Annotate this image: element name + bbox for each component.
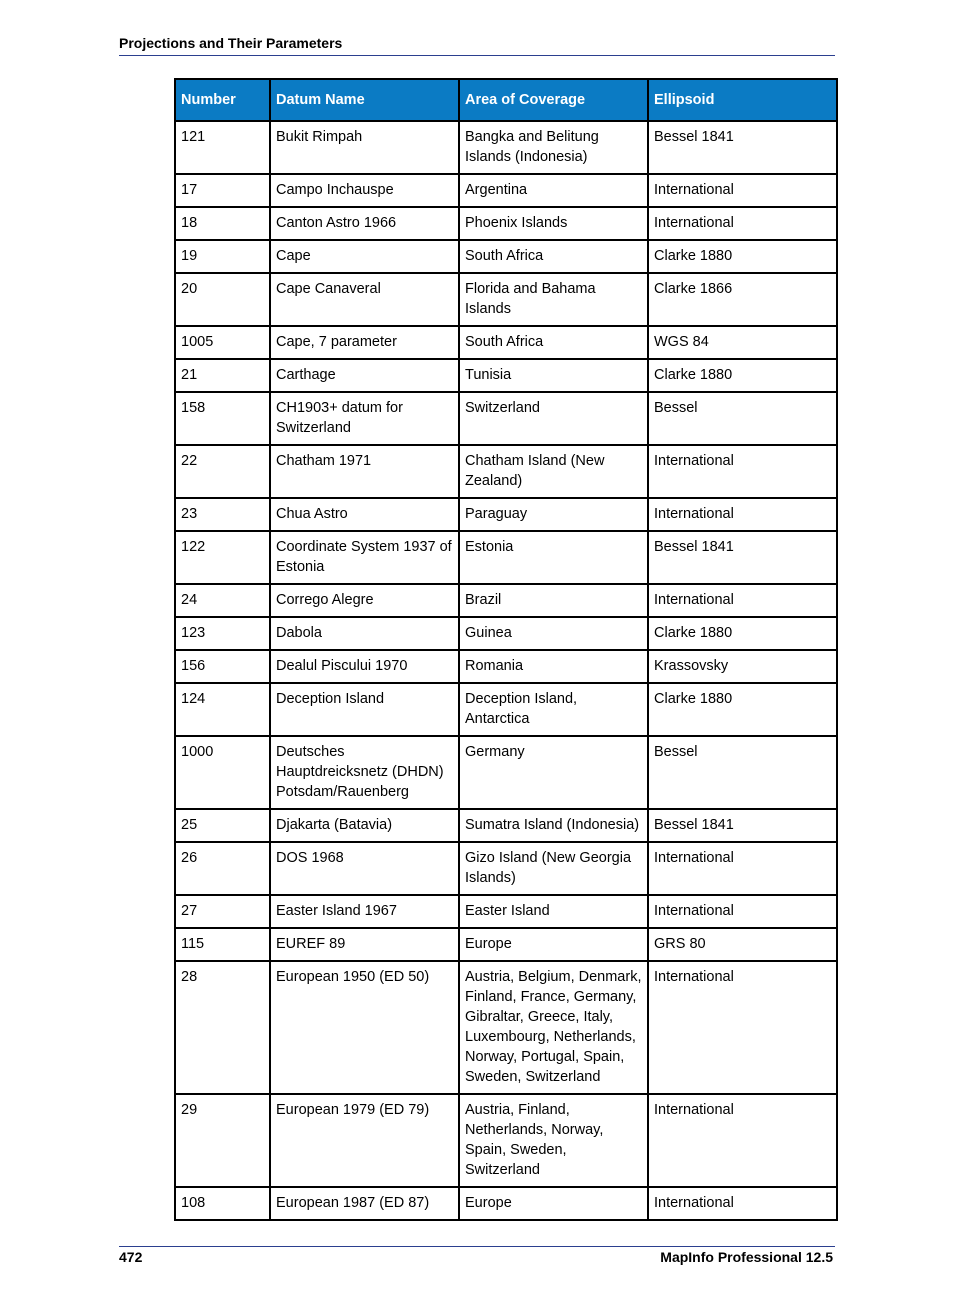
cell-datum-name: Chatham 1971 [270,445,459,498]
cell-area-of-coverage: Brazil [459,584,648,617]
table-row [175,1187,837,1220]
table-header-row [175,79,837,121]
cell-datum-name: Canton Astro 1966 [270,207,459,240]
cell-area-of-coverage: South Africa [459,326,648,359]
footer-divider [119,1246,835,1247]
cell-area-of-coverage: Phoenix Islands [459,207,648,240]
table-row [175,961,837,1094]
cell-datum-name: Deception Island [270,683,459,736]
cell-datum-name: Cape [270,240,459,273]
cell-number: 29 [175,1094,270,1187]
cell-ellipsoid: Clarke 1880 [648,683,837,736]
cell-ellipsoid: International [648,842,837,895]
cell-number: 18 [175,207,270,240]
cell-area-of-coverage: Austria, Belgium, Denmark, Finland, France, Germany, Gibraltar, Greece, Italy, Luxembourg, Netherlands, Norway, Portugal, Spain, Sweden, Switzerland [459,961,648,1094]
cell-area-of-coverage: Florida and Bahama Islands [459,273,648,326]
cell-area-of-coverage: Argentina [459,174,648,207]
cell-area-of-coverage: Deception Island, Antarctica [459,683,648,736]
cell-number: 158 [175,392,270,445]
cell-ellipsoid: Bessel 1841 [648,531,837,584]
cell-number: 24 [175,584,270,617]
table-row [175,736,837,809]
table-row [175,683,837,736]
cell-area-of-coverage: Chatham Island (New Zealand) [459,445,648,498]
cell-ellipsoid: Krassovsky [648,650,837,683]
column-header-ellipsoid: Ellipsoid [648,79,837,121]
table-row [175,392,837,445]
header-divider [119,55,835,56]
cell-datum-name: DOS 1968 [270,842,459,895]
table-row [175,809,837,842]
cell-datum-name: European 1979 (ED 79) [270,1094,459,1187]
cell-number: 20 [175,273,270,326]
cell-ellipsoid: Clarke 1866 [648,273,837,326]
column-header-area-of-coverage: Area of Coverage [459,79,648,121]
cell-datum-name: Dabola [270,617,459,650]
cell-datum-name: European 1950 (ED 50) [270,961,459,1094]
cell-area-of-coverage: Europe [459,928,648,961]
cell-number: 124 [175,683,270,736]
page-header-title: Projections and Their Parameters [119,35,343,51]
cell-area-of-coverage: Estonia [459,531,648,584]
cell-ellipsoid: International [648,174,837,207]
table-row [175,928,837,961]
cell-area-of-coverage: South Africa [459,240,648,273]
cell-ellipsoid: Bessel [648,392,837,445]
cell-area-of-coverage: Germany [459,736,648,809]
cell-ellipsoid: International [648,961,837,1094]
cell-ellipsoid: Clarke 1880 [648,240,837,273]
cell-ellipsoid: International [648,445,837,498]
cell-datum-name: Chua Astro [270,498,459,531]
table-row [175,359,837,392]
cell-datum-name: Djakarta (Batavia) [270,809,459,842]
cell-datum-name: Coordinate System 1937 of Estonia [270,531,459,584]
table-row [175,326,837,359]
cell-datum-name: European 1987 (ED 87) [270,1187,459,1220]
cell-ellipsoid: International [648,895,837,928]
cell-area-of-coverage: Paraguay [459,498,648,531]
cell-ellipsoid: WGS 84 [648,326,837,359]
cell-area-of-coverage: Easter Island [459,895,648,928]
cell-datum-name: CH1903+ datum for Switzerland [270,392,459,445]
cell-area-of-coverage: Gizo Island (New Georgia Islands) [459,842,648,895]
cell-area-of-coverage: Romania [459,650,648,683]
table-row [175,174,837,207]
cell-datum-name: Easter Island 1967 [270,895,459,928]
column-header-datum-name: Datum Name [270,79,459,121]
table-row [175,273,837,326]
cell-number: 17 [175,174,270,207]
table-row [175,445,837,498]
cell-datum-name: Bukit Rimpah [270,121,459,174]
cell-datum-name: Deutsches Hauptdreicksnetz (DHDN) Potsdam/Rauenberg [270,736,459,809]
cell-number: 122 [175,531,270,584]
page-number: 472 [119,1249,143,1265]
table-row [175,842,837,895]
cell-area-of-coverage: Sumatra Island (Indonesia) [459,809,648,842]
table-row [175,617,837,650]
cell-datum-name: Dealul Piscului 1970 [270,650,459,683]
cell-datum-name: Cape, 7 parameter [270,326,459,359]
cell-ellipsoid: Clarke 1880 [648,617,837,650]
cell-area-of-coverage: Bangka and Belitung Islands (Indonesia) [459,121,648,174]
cell-number: 28 [175,961,270,1094]
table-row [175,121,837,174]
cell-number: 1000 [175,736,270,809]
cell-number: 22 [175,445,270,498]
cell-number: 26 [175,842,270,895]
cell-area-of-coverage: Switzerland [459,392,648,445]
cell-datum-name: Campo Inchauspe [270,174,459,207]
cell-number: 27 [175,895,270,928]
cell-number: 1005 [175,326,270,359]
cell-number: 121 [175,121,270,174]
table-row [175,650,837,683]
cell-ellipsoid: International [648,498,837,531]
table-row [175,895,837,928]
cell-number: 23 [175,498,270,531]
cell-number: 115 [175,928,270,961]
cell-area-of-coverage: Guinea [459,617,648,650]
cell-number: 19 [175,240,270,273]
cell-ellipsoid: International [648,584,837,617]
column-header-number: Number [175,79,270,121]
cell-ellipsoid: International [648,1094,837,1187]
cell-ellipsoid: International [648,207,837,240]
cell-datum-name: Corrego Alegre [270,584,459,617]
table-row [175,207,837,240]
cell-area-of-coverage: Tunisia [459,359,648,392]
table-row [175,240,837,273]
cell-area-of-coverage: Austria, Finland, Netherlands, Norway, Spain, Sweden, Switzerland [459,1094,648,1187]
table-row [175,1094,837,1187]
cell-area-of-coverage: Europe [459,1187,648,1220]
table-row [175,584,837,617]
datum-table [174,78,838,1221]
product-name: MapInfo Professional 12.5 [660,1249,833,1265]
cell-number: 21 [175,359,270,392]
cell-number: 123 [175,617,270,650]
table-body [175,121,837,1220]
cell-ellipsoid: Bessel [648,736,837,809]
cell-ellipsoid: Clarke 1880 [648,359,837,392]
cell-datum-name: EUREF 89 [270,928,459,961]
cell-number: 156 [175,650,270,683]
table-row [175,498,837,531]
cell-ellipsoid: International [648,1187,837,1220]
table-row [175,531,837,584]
cell-number: 25 [175,809,270,842]
cell-datum-name: Cape Canaveral [270,273,459,326]
cell-ellipsoid: GRS 80 [648,928,837,961]
cell-number: 108 [175,1187,270,1220]
cell-datum-name: Carthage [270,359,459,392]
cell-ellipsoid: Bessel 1841 [648,121,837,174]
cell-ellipsoid: Bessel 1841 [648,809,837,842]
